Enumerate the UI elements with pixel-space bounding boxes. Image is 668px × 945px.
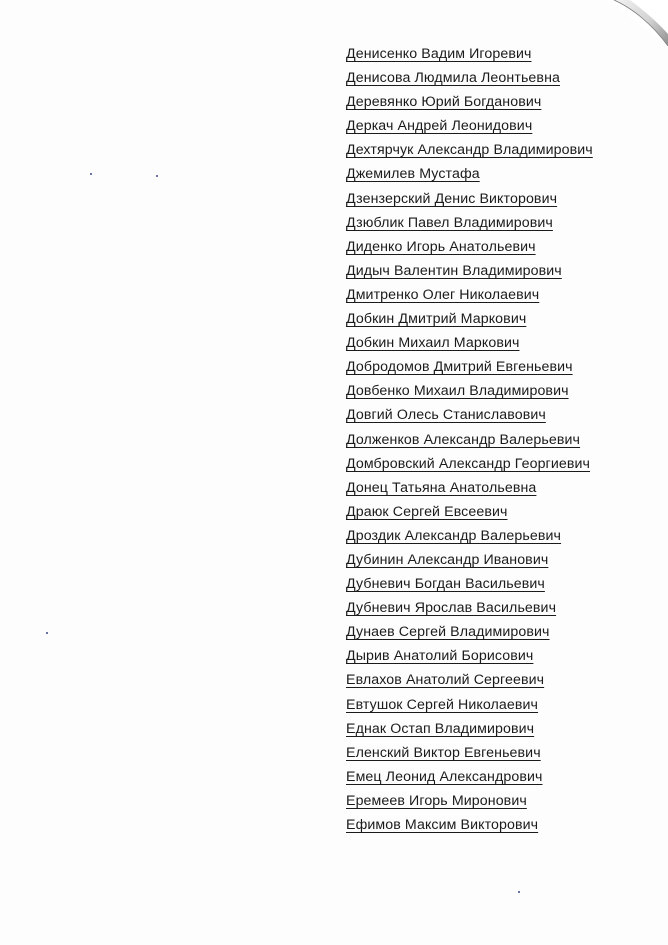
name-entry: Драюк Сергей Евсеевич (346, 503, 508, 520)
name-entry: Джемилев Мустафа (346, 166, 480, 183)
name-entry: Добродомов Дмитрий Евгеньевич (346, 359, 573, 376)
name-entry: Дубинин Александр Иванович (346, 551, 549, 568)
name-entry: Денисенко Вадим Игоревич (346, 46, 532, 62)
names-list (346, 42, 593, 837)
name-entry: Емец Леонид Александрович (346, 768, 543, 785)
name-entry: Еднак Остап Владимирович (346, 720, 535, 737)
name-entry: Денисова Людмила Леонтьевна (346, 70, 560, 87)
name-entry: Добкин Дмитрий Маркович (346, 311, 527, 328)
name-entry: Дубневич Ярослав Васильевич (346, 600, 557, 617)
name-entry: Дубневич Богдан Васильевич (346, 576, 545, 593)
name-entry: Дзюблик Павел Владимирович (346, 214, 553, 231)
name-entry: Евлахов Анатолий Сергеевич (346, 672, 545, 689)
name-entry: Донец Татьяна Анатольевна (346, 479, 537, 496)
name-entry: Дидыч Валентин Владимирович (346, 262, 562, 279)
name-entry: Довбенко Михаил Владимирович (346, 383, 569, 400)
name-entry: Довгий Олесь Станиславович (346, 407, 546, 424)
name-entry: Дзензерский Денис Викторович (346, 190, 558, 207)
name-entry: Ефимов Максим Викторович (346, 817, 539, 833)
name-entry: Домбровский Александр Георгиевич (346, 455, 591, 472)
scan-speck (46, 632, 48, 634)
name-entry: Добкин Михаил Маркович (346, 335, 520, 352)
name-entry: Еленский Виктор Евгеньевич (346, 744, 541, 761)
name-entry: Дунаев Сергей Владимирович (346, 624, 550, 641)
name-entry: Дехтярчук Александр Владимирович (346, 142, 593, 159)
name-entry: Дмитренко Олег Николаевич (346, 286, 540, 303)
name-entry: Диденко Игорь Анатольевич (346, 238, 536, 255)
name-entry: Деревянко Юрий Богданович (346, 94, 542, 111)
scan-speck (90, 173, 92, 175)
page-curl-corner (608, 0, 668, 46)
name-entry: Долженков Александр Валерьевич (346, 431, 581, 448)
scan-speck (518, 891, 520, 893)
name-entry: Еремеев Игорь Миронович (346, 792, 527, 809)
scan-speck (156, 175, 158, 177)
name-entry: Дроздик Александр Валерьевич (346, 527, 562, 544)
name-entry: Деркач Андрей Леонидович (346, 118, 533, 135)
name-entry: Евтушок Сергей Николаевич (346, 696, 539, 713)
name-entry: Дырив Анатолий Борисович (346, 648, 534, 665)
